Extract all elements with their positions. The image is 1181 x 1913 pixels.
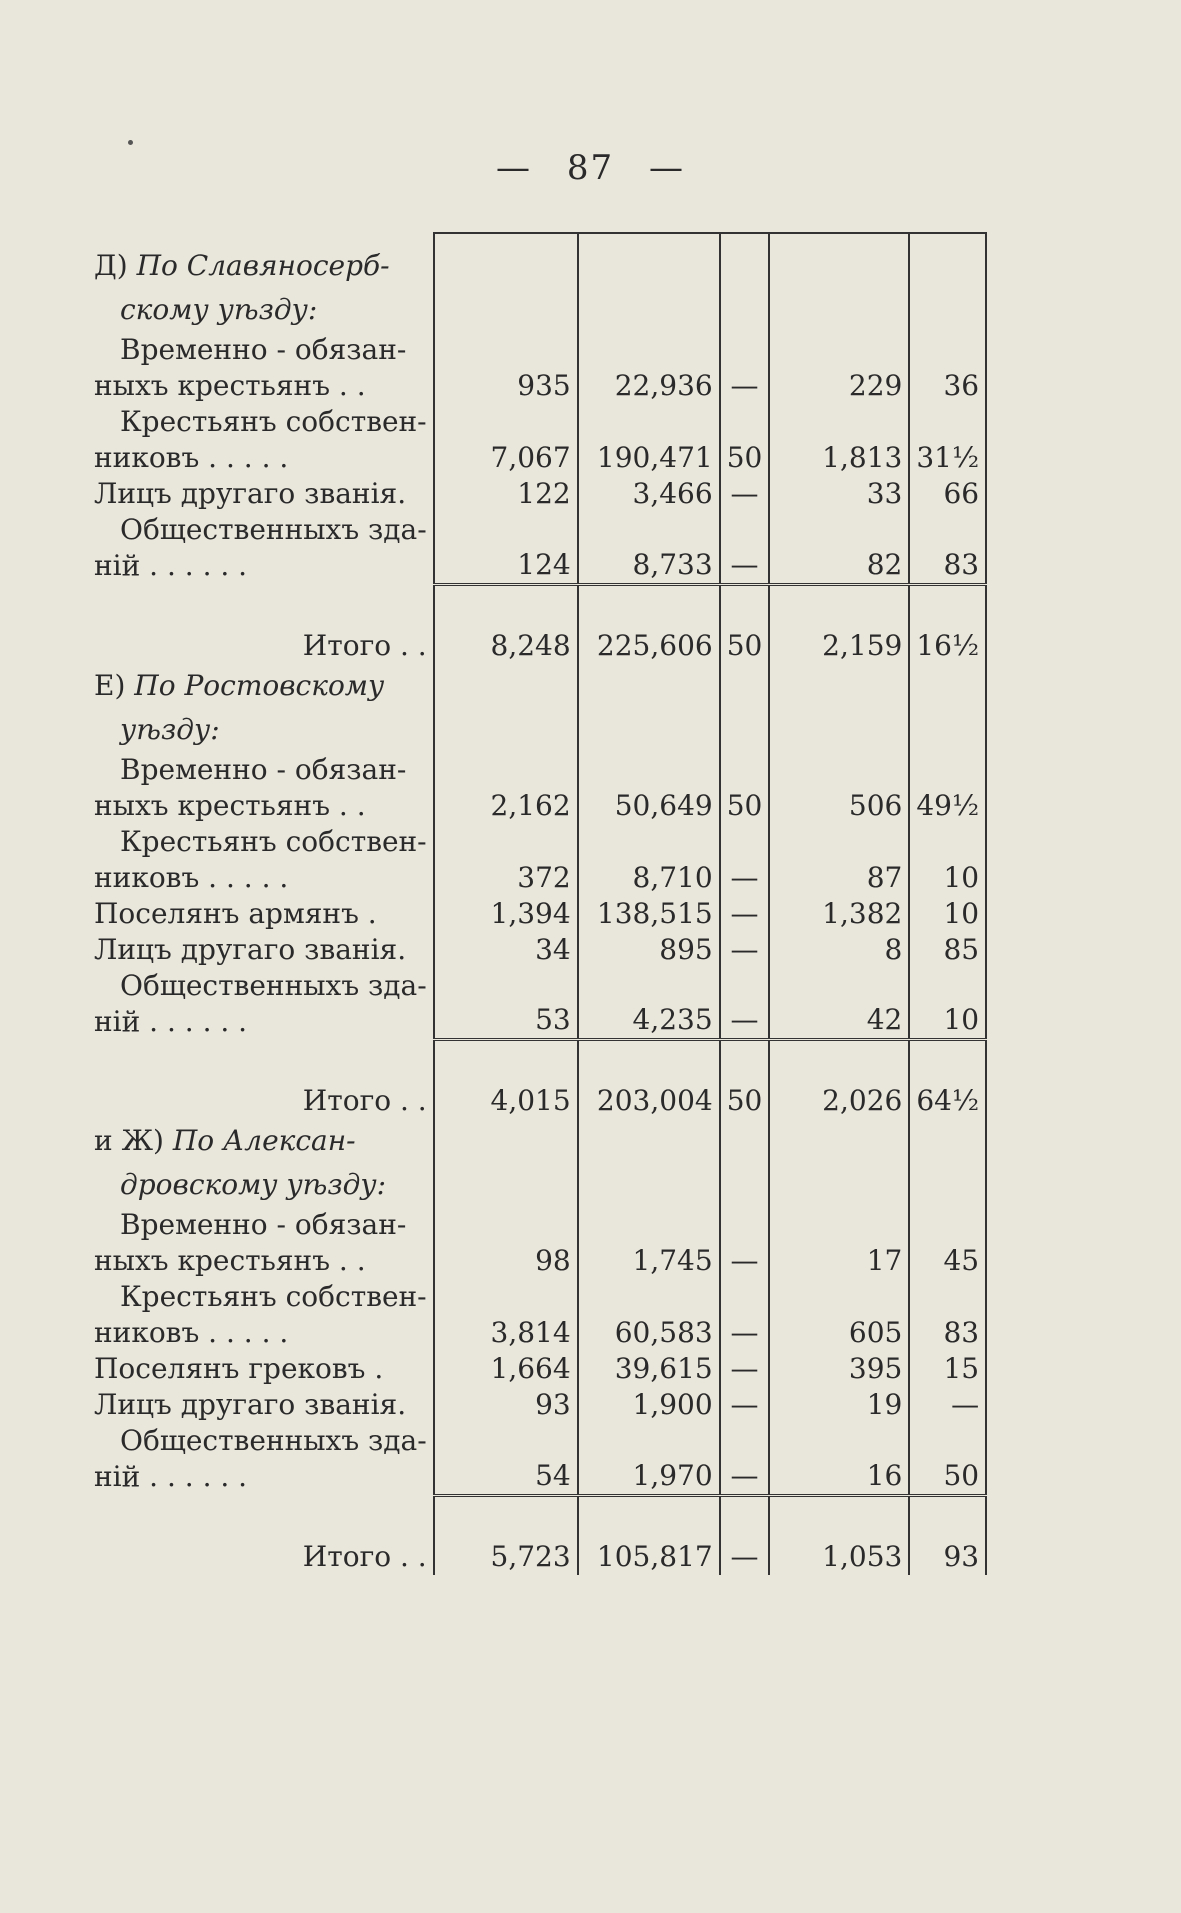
row-label <box>88 1423 434 1495</box>
section-title-line-1 <box>94 1119 427 1163</box>
value-cell-4: 605 <box>769 1279 909 1351</box>
table-row <box>88 1351 986 1387</box>
total-row <box>88 584 986 664</box>
value-cell-3: — <box>720 824 770 896</box>
value-cell-5: 10 <box>909 824 986 896</box>
value-cell-3: — <box>720 1423 770 1495</box>
value-cell-2: 1,970 <box>578 1423 720 1495</box>
section-title-row <box>88 244 986 332</box>
section-title-line-1 <box>94 664 427 708</box>
value-cell-1: 34 <box>434 932 578 968</box>
empty-cell-5 <box>909 244 986 332</box>
row-label-line-2: Поселянъ грековъ . <box>94 1352 384 1385</box>
section-title <box>88 664 434 752</box>
value-cell-2: 1,745 <box>578 1207 720 1279</box>
value-cell-5: 31½ <box>909 404 986 476</box>
section-title <box>88 1119 434 1207</box>
value-cell-2: 8,710 <box>578 824 720 896</box>
value-cell-3: — <box>720 1279 770 1351</box>
section-title <box>88 244 434 332</box>
value-cell-3: — <box>720 1351 770 1387</box>
section-title-line-2: скому уѣзду: <box>120 293 318 326</box>
row-label <box>88 932 434 968</box>
row-label <box>88 1351 434 1387</box>
empty-cell-3 <box>720 244 770 332</box>
row-label <box>88 968 434 1040</box>
row-label-line-2: никовъ . . . . . <box>94 1316 289 1349</box>
total-cell-4: 2,026 <box>769 1040 909 1120</box>
empty-cell-4 <box>769 664 909 752</box>
total-cell-1: 4,015 <box>434 1040 578 1120</box>
table-row <box>88 1387 986 1423</box>
total-cell-5: 64½ <box>909 1040 986 1120</box>
row-label <box>88 1387 434 1423</box>
value-cell-5: 85 <box>909 932 986 968</box>
row-label <box>88 752 434 824</box>
total-row <box>88 1040 986 1120</box>
total-cell-1: 5,723 <box>434 1495 578 1575</box>
value-cell-4: 506 <box>769 752 909 824</box>
value-cell-5: 66 <box>909 476 986 512</box>
row-label <box>88 1207 434 1279</box>
section-title-text-1: По Славяносерб- <box>136 249 390 282</box>
value-cell-5: 10 <box>909 968 986 1040</box>
row-label <box>88 404 434 476</box>
empty-cell-2 <box>578 244 720 332</box>
value-cell-2: 39,615 <box>578 1351 720 1387</box>
empty-cell-1 <box>434 244 578 332</box>
value-cell-2: 22,936 <box>578 332 720 404</box>
table-row <box>88 404 986 476</box>
value-cell-4: 82 <box>769 512 909 584</box>
row-label-line-1: Общественныхъ зда- <box>120 968 427 1002</box>
value-cell-3: — <box>720 332 770 404</box>
empty-cell-1 <box>434 664 578 752</box>
value-cell-1: 54 <box>434 1423 578 1495</box>
row-label <box>88 512 434 584</box>
value-cell-3: — <box>720 476 770 512</box>
value-cell-1: 53 <box>434 968 578 1040</box>
section-title-row <box>88 1119 986 1207</box>
column-2-head <box>578 233 720 244</box>
value-cell-4: 1,813 <box>769 404 909 476</box>
empty-cell-4 <box>769 244 909 332</box>
value-cell-1: 935 <box>434 332 578 404</box>
table-row <box>88 932 986 968</box>
value-cell-5: 50 <box>909 1423 986 1495</box>
row-label-line-2: Лицъ другаго званія. <box>94 1388 407 1421</box>
table-row <box>88 752 986 824</box>
value-cell-4: 8 <box>769 932 909 968</box>
total-cell-3: 50 <box>720 1040 770 1120</box>
total-cell-5: 16½ <box>909 584 986 664</box>
row-label-line-1: Крестьянъ собствен- <box>120 824 427 858</box>
row-label-line-2: Лицъ другаго званія. <box>94 477 407 510</box>
statistics-table-body <box>88 233 986 1575</box>
value-cell-5: 49½ <box>909 752 986 824</box>
row-label-line-2: никовъ . . . . . <box>94 441 289 474</box>
table-row <box>88 476 986 512</box>
column-3-head <box>720 233 770 244</box>
section-letter: и Ж) <box>94 1124 164 1157</box>
table-row <box>88 512 986 584</box>
empty-cell-2 <box>578 1119 720 1207</box>
table-row <box>88 896 986 932</box>
total-cell-3: — <box>720 1495 770 1575</box>
empty-cell-4 <box>769 1119 909 1207</box>
row-label <box>88 1279 434 1351</box>
empty-cell-2 <box>578 664 720 752</box>
row-label-line-1: Крестьянъ собствен- <box>120 1280 427 1313</box>
value-cell-2: 138,515 <box>578 896 720 932</box>
row-label <box>88 824 434 896</box>
value-cell-4: 42 <box>769 968 909 1040</box>
total-row <box>88 1495 986 1575</box>
total-label: Итого . . <box>302 1539 427 1573</box>
row-label-line-1: Временно - обязан- <box>120 752 407 786</box>
column-1-head <box>434 233 578 244</box>
section-title-row <box>88 664 986 752</box>
value-cell-2: 50,649 <box>578 752 720 824</box>
value-cell-4: 395 <box>769 1351 909 1387</box>
header-dash-left: — <box>496 148 533 188</box>
section-title-text-1: По Ростовскому <box>134 668 385 702</box>
label-column-head <box>88 233 434 244</box>
value-cell-5: 45 <box>909 1207 986 1279</box>
total-cell-4: 2,159 <box>769 584 909 664</box>
value-cell-2: 4,235 <box>578 968 720 1040</box>
row-label-line-1: Общественныхъ зда- <box>120 1424 427 1457</box>
header-dash-right: — <box>648 148 685 188</box>
section-letter: Е) <box>94 668 126 702</box>
value-cell-2: 3,466 <box>578 476 720 512</box>
row-label-line-2: никовъ . . . . . <box>94 860 289 894</box>
total-cell-3: 50 <box>720 584 770 664</box>
statistics-table <box>88 232 987 1575</box>
value-cell-1: 3,814 <box>434 1279 578 1351</box>
section-title-line-2: уѣзду: <box>120 712 220 746</box>
value-cell-2: 190,471 <box>578 404 720 476</box>
value-cell-2: 1,900 <box>578 1387 720 1423</box>
empty-cell-5 <box>909 664 986 752</box>
value-cell-1: 93 <box>434 1387 578 1423</box>
row-label-line-1: Временно - обязан- <box>120 333 407 366</box>
value-cell-4: 17 <box>769 1207 909 1279</box>
value-cell-3: 50 <box>720 404 770 476</box>
value-cell-1: 122 <box>434 476 578 512</box>
total-label: Итого . . <box>302 628 427 662</box>
empty-cell-1 <box>434 1119 578 1207</box>
value-cell-1: 1,394 <box>434 896 578 932</box>
section-title-line-2: дровскому уѣзду: <box>120 1168 387 1201</box>
table-row <box>88 824 986 896</box>
table-top-rule <box>88 233 986 244</box>
table-row <box>88 1207 986 1279</box>
page-number-header <box>0 148 1181 188</box>
value-cell-3: 50 <box>720 752 770 824</box>
value-cell-3: — <box>720 512 770 584</box>
total-cell-2: 225,606 <box>578 584 720 664</box>
empty-cell-3 <box>720 1119 770 1207</box>
value-cell-4: 33 <box>769 476 909 512</box>
value-cell-2: 60,583 <box>578 1279 720 1351</box>
total-label: Итого . . <box>302 1084 427 1117</box>
table-row <box>88 968 986 1040</box>
total-cell-1: 8,248 <box>434 584 578 664</box>
value-cell-1: 1,664 <box>434 1351 578 1387</box>
value-cell-5: 83 <box>909 512 986 584</box>
row-label-line-2: ныхъ крестьянъ . . <box>94 788 366 822</box>
empty-cell-5 <box>909 1119 986 1207</box>
value-cell-3: — <box>720 968 770 1040</box>
row-label <box>88 476 434 512</box>
empty-cell-3 <box>720 664 770 752</box>
total-cell-2: 105,817 <box>578 1495 720 1575</box>
value-cell-1: 2,162 <box>434 752 578 824</box>
value-cell-4: 229 <box>769 332 909 404</box>
row-label-line-1: Общественныхъ зда- <box>120 513 427 546</box>
value-cell-1: 124 <box>434 512 578 584</box>
value-cell-3: — <box>720 896 770 932</box>
value-cell-4: 87 <box>769 824 909 896</box>
table-row <box>88 1279 986 1351</box>
row-label-line-2: ній . . . . . . <box>94 549 248 582</box>
row-label <box>88 896 434 932</box>
value-cell-3: — <box>720 1207 770 1279</box>
row-label-line-2: Поселянъ армянъ . <box>94 896 377 930</box>
value-cell-2: 8,733 <box>578 512 720 584</box>
row-label-line-2: ній . . . . . . <box>94 1460 248 1493</box>
total-cell-5: 93 <box>909 1495 986 1575</box>
row-label-line-2: ныхъ крестьянъ . . <box>94 1244 366 1277</box>
value-cell-5: 36 <box>909 332 986 404</box>
section-letter: Д) <box>94 249 128 282</box>
row-label-line-2: ній . . . . . . <box>94 1004 248 1038</box>
value-cell-2: 895 <box>578 932 720 968</box>
value-cell-3: — <box>720 932 770 968</box>
section-title-line-1 <box>94 244 427 288</box>
column-5-head <box>909 233 986 244</box>
row-label-line-2: Лицъ другаго званія. <box>94 932 407 966</box>
value-cell-4: 16 <box>769 1423 909 1495</box>
ink-dot <box>128 140 133 145</box>
row-label <box>88 332 434 404</box>
value-cell-4: 1,382 <box>769 896 909 932</box>
value-cell-4: 19 <box>769 1387 909 1423</box>
value-cell-5: 10 <box>909 896 986 932</box>
value-cell-5: 15 <box>909 1351 986 1387</box>
value-cell-3: — <box>720 1387 770 1423</box>
row-label-line-1: Временно - обязан- <box>120 1208 407 1241</box>
row-label-line-1: Крестьянъ собствен- <box>120 405 427 438</box>
page-number: 87 <box>566 148 615 188</box>
row-label-line-2: ныхъ крестьянъ . . <box>94 369 366 402</box>
value-cell-1: 7,067 <box>434 404 578 476</box>
total-cell-2: 203,004 <box>578 1040 720 1120</box>
table-row <box>88 332 986 404</box>
value-cell-1: 372 <box>434 824 578 896</box>
value-cell-5: — <box>909 1387 986 1423</box>
table-row <box>88 1423 986 1495</box>
column-4-head <box>769 233 909 244</box>
value-cell-1: 98 <box>434 1207 578 1279</box>
section-title-text-1: По Алексан- <box>172 1124 356 1157</box>
total-cell-4: 1,053 <box>769 1495 909 1575</box>
value-cell-5: 83 <box>909 1279 986 1351</box>
